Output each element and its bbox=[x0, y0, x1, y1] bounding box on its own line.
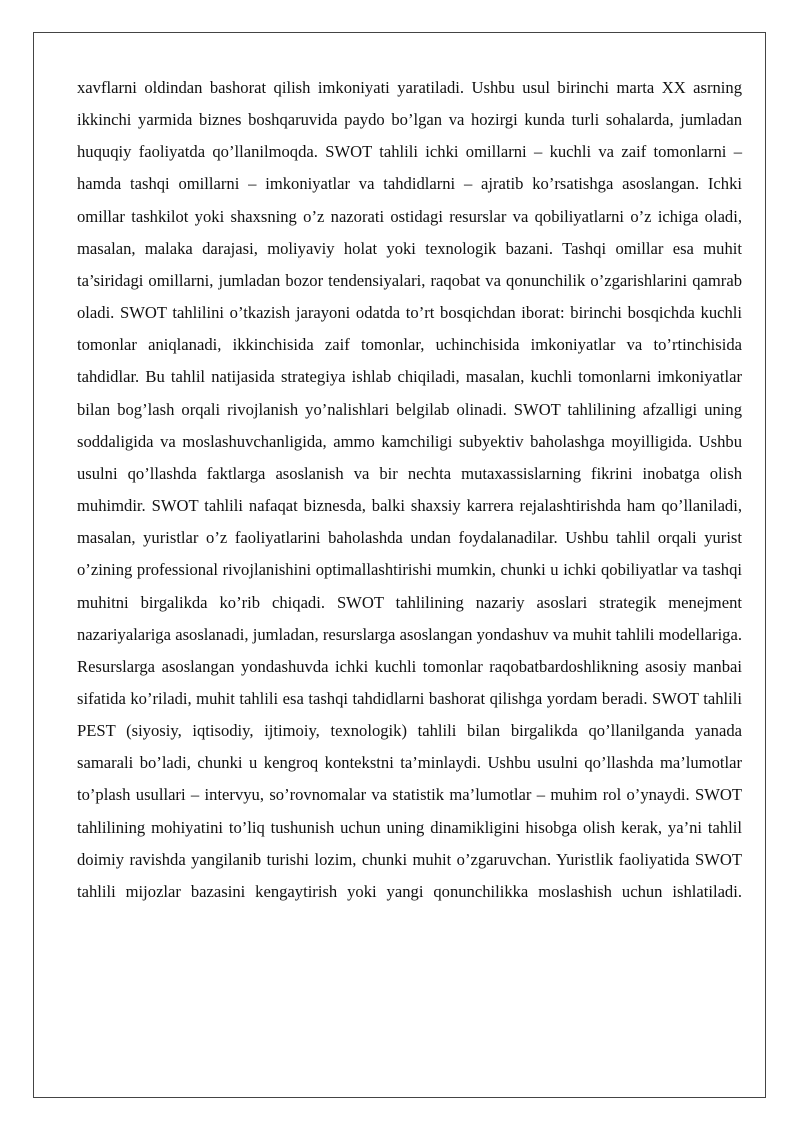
body-paragraph: xavflarni oldindan bashorat qilish imkoniyati yaratiladi. Ushbu usul birinchi marta XX asrning ikkinchi yarmida biznes boshqaruvida paydo bo’lgan va hozirgi kunda turli sohalarda, jumladan huquqiy faoliyatda qo’llanilmoqda. SWOT tahlili ichki omillarni – kuchli va zaif tomonlarni – hamda tashqi omillarni – imkoniyatlar va tahdidlarni – ajratib ko’rsatishga asoslangan. Ichki omillar tashkilot yoki shaxsning o’z nazorati ostidagi resurslar va qobiliyatlarni o’z ichiga oladi, masalan, malaka darajasi, moliyaviy holat yoki texnologik bazani. Tashqi omillar esa muhit ta’siridagi omillarni, jumladan bozor tendensiyalari, raqobat va qonunchilik o’zgarishlarini qamrab oladi. SWOT tahlilini o’tkazish jarayoni odatda to’rt bosqichdan iborat: birinchi bosqichda kuchli tomonlar aniqlanadi, ikkinchisida zaif tomonlar, uchinchisida imkoniyatlar va to’rtinchisida tahdidlar. Bu tahlil natijasida strategiya ishlab chiqiladi, masalan, kuchli tomonlarni imkoniyatlar bilan bog’lash orqali rivojlanish yo’nalishlari belgilab olinadi. SWOT tahlilining afzalligi uning soddaligida va moslashuvchanligida, ammo kamchiligi subyektiv baholashga moyilligida. Ushbu usulni qo’llashda faktlarga asoslanish va bir nechta mutaxassislarning fikrini inobatga olish muhimdir. SWOT tahlili nafaqat biznesda, balki shaxsiy karrera rejalashtirishda ham qo’llaniladi, masalan, yuristlar o’z faoliyatlarini baholashda undan foydalanadilar. Ushbu tahlil orqali yurist o’zining professional rivojlanishini optimallashtirishi mumkin, chunki u ichki qobiliyatlar va tashqi muhitni birgalikda ko’rib chiqadi. SWOT tahlilining nazariy asoslari strategik menejment nazariyalariga asoslanadi, jumladan, resurslarga asoslangan yondashuv va muhit tahlili modellariga. Resurslarga asoslangan yondashuvda ichki kuchli tomonlar raqobatbardoshlikning asosiy manbai sifatida ko’riladi, muhit tahlili esa tashqi tahdidlarni bashorat qilishga yordam beradi. SWOT tahlili PEST (siyosiy, iqtisodiy, ijtimoiy, texnologik) tahlili bilan birgalikda qo’llanilganda yanada samarali bo’ladi, chunki u kengroq kontekstni ta’minlaydi. Ushbu usulni qo’llashda ma’lumotlar to’plash usullari – intervyu, so’rovnomalar va statistik ma’lumotlar – muhim rol o’ynaydi. SWOT tahlilining mohiyatini to’liq tushunish uchun uning dinamikligini hisobga olish kerak, ya’ni tahlil doimiy ravishda yangilanib turishi lozim, chunki muhit o’zgaruvchan. Yuristlik faoliyatida SWOT tahlili mijozlar bazasini kengaytirish yoki yangi qonunchilikka moslashish uchun ishlatiladi. bbox=[77, 78, 742, 901]
